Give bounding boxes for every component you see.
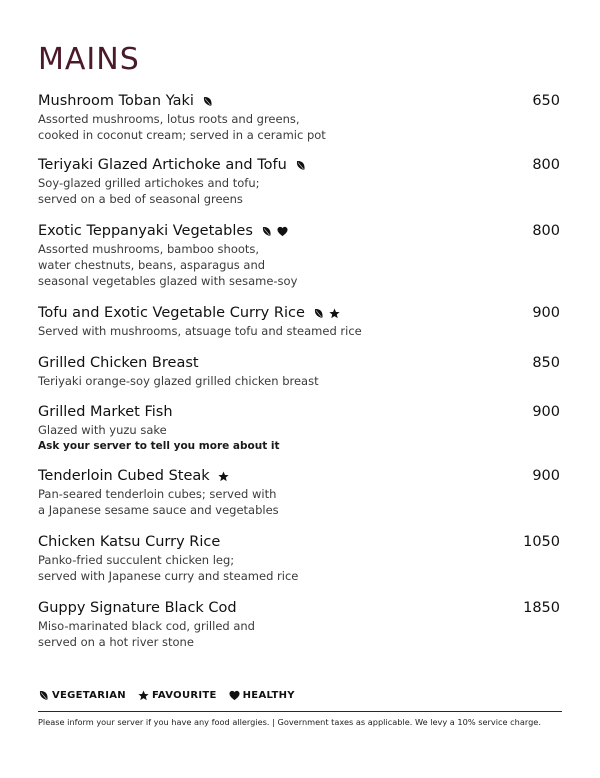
legend-entry [138, 690, 217, 701]
menu-item-header [38, 402, 562, 422]
item-name: Chicken Katsu Curry Rice [38, 534, 221, 550]
item-description: cooked in coconut cream; served in a ceramic pot [38, 128, 326, 142]
menu-item-header [38, 91, 562, 111]
item-name: Guppy Signature Black Cod [38, 600, 237, 616]
legend-label: HEALTHY [242, 689, 295, 701]
legend-entry [38, 690, 126, 701]
footer-divider [38, 711, 562, 712]
legend-entry [229, 690, 295, 701]
item-name: Exotic Teppanyaki Vegetables [38, 223, 253, 239]
leaf-icon [313, 308, 324, 319]
menu-item [38, 598, 562, 650]
item-price: 1050 [523, 534, 560, 550]
item-price: 850 [532, 355, 560, 371]
item-description: Teriyaki orange-soy glazed grilled chicken breast [38, 374, 319, 388]
item-description: a Japanese sesame sauce and vegetables [38, 503, 279, 517]
leaf-icon [202, 96, 213, 107]
item-price: 900 [532, 468, 560, 484]
heart-icon [229, 690, 240, 701]
item-description: served with Japanese curry and steamed rice [38, 569, 299, 583]
menu-item-header [38, 353, 562, 373]
item-description: Pan-seared tenderloin cubes; served with [38, 487, 277, 501]
menu-item-header [38, 155, 562, 175]
item-description: seasonal vegetables glazed with sesame-soy [38, 274, 298, 288]
legend [38, 688, 295, 702]
item-price: 900 [532, 305, 560, 321]
item-name: Grilled Market Fish [38, 404, 173, 420]
item-icons [295, 160, 306, 171]
item-description: Assorted mushrooms, bamboo shoots, [38, 242, 260, 256]
item-description: Assorted mushrooms, lotus roots and greens, [38, 112, 300, 126]
menu-item-header [38, 221, 562, 241]
item-description: Glazed with yuzu sake [38, 423, 167, 437]
item-description: served on a bed of seasonal greens [38, 192, 243, 206]
item-description: water chestnuts, beans, asparagus and [38, 258, 266, 272]
item-price: 800 [532, 223, 560, 239]
menu-item [38, 532, 562, 584]
star-icon [138, 690, 149, 701]
item-price: 900 [532, 404, 560, 420]
legend-label: FAVOURITE [151, 689, 217, 701]
footer-note: Please inform your server if you have any food allergies. | Government taxes as applicable. We levy a 10% service charge. [38, 717, 541, 727]
star-icon [329, 308, 340, 319]
item-icons [261, 226, 288, 237]
legend-label: VEGETARIAN [52, 689, 126, 701]
menu-item-header [38, 466, 562, 486]
item-name: Teriyaki Glazed Artichoke and Tofu [38, 157, 287, 173]
item-note: Ask your server to tell you more about it [38, 440, 280, 452]
item-name: Mushroom Toban Yaki [38, 93, 194, 109]
item-description: Soy-glazed grilled artichokes and tofu; [38, 176, 260, 190]
menu-item [38, 155, 562, 207]
menu-item [38, 402, 562, 454]
item-icons [202, 96, 213, 107]
leaf-icon [38, 690, 49, 701]
item-name: Tofu and Exotic Vegetable Curry Rice [38, 305, 305, 321]
menu-item-header [38, 598, 562, 618]
item-name: Tenderloin Cubed Steak [38, 468, 210, 484]
item-icons [313, 308, 340, 319]
leaf-icon [295, 160, 306, 171]
menu-item [38, 303, 562, 339]
menu-item [38, 353, 562, 389]
item-price: 800 [532, 157, 560, 173]
heart-icon [277, 226, 288, 237]
menu-item-header [38, 303, 562, 323]
item-description: Panko-fried succulent chicken leg; [38, 553, 235, 567]
star-icon [218, 471, 229, 482]
leaf-icon [261, 226, 272, 237]
item-price: 1850 [523, 600, 560, 616]
item-description: served on a hot river stone [38, 635, 194, 649]
item-description: Served with mushrooms, atsuage tofu and steamed rice [38, 324, 362, 338]
item-price: 650 [532, 93, 560, 109]
page-title: MAINS [38, 42, 140, 77]
item-name: Grilled Chicken Breast [38, 355, 199, 371]
menu-item [38, 466, 562, 518]
item-description: Miso-marinated black cod, grilled and [38, 619, 255, 633]
item-icons [218, 471, 229, 482]
menu-item [38, 91, 562, 143]
menu-item [38, 221, 562, 289]
menu-item-header [38, 532, 562, 552]
